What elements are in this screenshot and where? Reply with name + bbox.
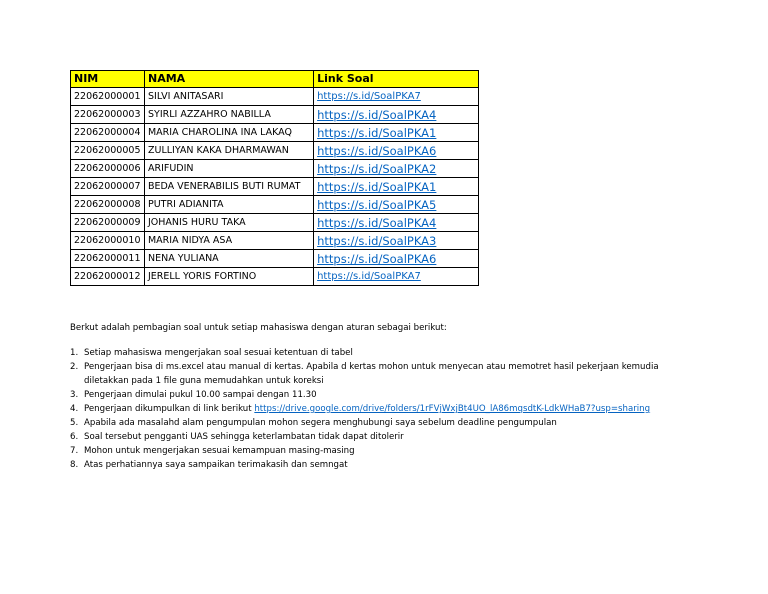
list-item: [70, 402, 730, 416]
list-text: Setiap mahasiswa mengerjakan soal sesuai ketentuan di tabel: [84, 348, 353, 358]
table-row: [71, 214, 479, 232]
table-row: [71, 88, 479, 106]
cell-link[interactable]: https://s.id/SoalPKA7: [314, 88, 479, 106]
drive-link[interactable]: https://drive.google.com/drive/folders/1rFVjWxjBt4UO_lA86mqsdtK-LdkWHaB7?usp=sharing: [254, 404, 651, 414]
cell-nama: JOHANIS HURU TAKA: [144, 214, 313, 232]
cell-nim: 22062000011: [71, 250, 145, 268]
cell-nama: NENA YULIANA: [144, 250, 313, 268]
student-question-table: [70, 70, 479, 286]
cell-link[interactable]: https://s.id/SoalPKA2: [314, 160, 479, 178]
list-number: 4.: [70, 404, 79, 414]
cell-nim: 22062000010: [71, 232, 145, 250]
list-number: 1.: [70, 348, 79, 358]
list-text: Pengerjaan dimulai pukul 10.00 sampai dengan 11.30: [84, 390, 317, 400]
table-row: [71, 178, 479, 196]
list-number: 6.: [70, 432, 79, 442]
cell-nama: ZULLIYAN KAKA DHARMAWAN: [144, 142, 313, 160]
cell-nim: 22062000008: [71, 196, 145, 214]
list-text: Soal tersebut pengganti UAS sehingga keterlambatan tidak dapat ditolerir: [84, 432, 404, 442]
list-text: Atas perhatiannya saya sampaikan terimakasih dan semngat: [84, 460, 348, 470]
table-row: [71, 250, 479, 268]
list-number: 7.: [70, 446, 79, 456]
list-text-continuation: diletakkan pada 1 file guna memudahkan untuk koreksi: [84, 376, 324, 386]
cell-nama: MARIA CHAROLINA INA LAKAQ: [144, 124, 313, 142]
cell-nim: 22062000004: [71, 124, 145, 142]
cell-nim: 22062000012: [71, 268, 145, 286]
cell-nama: SYIRLI AZZAHRO NABILLA: [144, 106, 313, 124]
list-item: [70, 444, 730, 458]
cell-nama: PUTRI ADIANITA: [144, 196, 313, 214]
list-item: [70, 388, 730, 402]
rules-list: [70, 346, 730, 472]
cell-link[interactable]: https://s.id/SoalPKA6: [314, 250, 479, 268]
table-row: [71, 232, 479, 250]
cell-nama: BEDA VENERABILIS BUTI RUMAT: [144, 178, 313, 196]
list-item: [70, 430, 730, 444]
intro-text: Berkut adalah pembagian soal untuk setiap mahasiswa dengan aturan sebagai berikut:: [70, 323, 447, 333]
cell-nama: SILVI ANITASARI: [144, 88, 313, 106]
list-item: [70, 458, 730, 472]
cell-link[interactable]: https://s.id/SoalPKA4: [314, 214, 479, 232]
cell-link[interactable]: https://s.id/SoalPKA4: [314, 106, 479, 124]
cell-link[interactable]: https://s.id/SoalPKA7: [314, 268, 479, 286]
cell-nama: JERELL YORIS FORTINO: [144, 268, 313, 286]
cell-nama: MARIA NIDYA ASA: [144, 232, 313, 250]
list-item: [70, 346, 730, 360]
list-text: Apabila ada masalahd alam pengumpulan mohon segera menghubungi saya sebelum deadline pengumpulan: [84, 418, 557, 428]
cell-link[interactable]: https://s.id/SoalPKA3: [314, 232, 479, 250]
list-text: Pengerjaan dikumpulkan di link berikut: [84, 404, 255, 414]
cell-nim: 22062000009: [71, 214, 145, 232]
cell-link[interactable]: https://s.id/SoalPKA1: [314, 124, 479, 142]
list-text: Mohon untuk mengerjakan sesuai kemampuan masing-masing: [84, 446, 355, 456]
cell-link[interactable]: https://s.id/SoalPKA5: [314, 196, 479, 214]
table-row: [71, 124, 479, 142]
cell-nim: 22062000001: [71, 88, 145, 106]
list-number: 3.: [70, 390, 79, 400]
cell-nim: 22062000007: [71, 178, 145, 196]
cell-nama: ARIFUDIN: [144, 160, 313, 178]
header-nama: NAMA: [144, 71, 313, 88]
list-item: [70, 360, 730, 388]
cell-nim: 22062000005: [71, 142, 145, 160]
table-row: [71, 196, 479, 214]
header-nim: NIM: [71, 71, 145, 88]
table-header-row: [71, 71, 479, 88]
table-row: [71, 160, 479, 178]
table-row: [71, 268, 479, 286]
cell-nim: 22062000006: [71, 160, 145, 178]
list-text: Pengerjaan bisa di ms.excel atau manual di kertas. Apabila d kertas mohon untuk menyecan atau memotret hasil pekerjaan kemudia: [84, 362, 659, 372]
list-number: 2.: [70, 362, 79, 372]
cell-nim: 22062000003: [71, 106, 145, 124]
header-link-soal: Link Soal: [314, 71, 479, 88]
list-number: 8.: [70, 460, 79, 470]
list-number: 5.: [70, 418, 79, 428]
list-item: [70, 416, 730, 430]
cell-link[interactable]: https://s.id/SoalPKA6: [314, 142, 479, 160]
cell-link[interactable]: https://s.id/SoalPKA1: [314, 178, 479, 196]
table-row: [71, 106, 479, 124]
table-row: [71, 142, 479, 160]
